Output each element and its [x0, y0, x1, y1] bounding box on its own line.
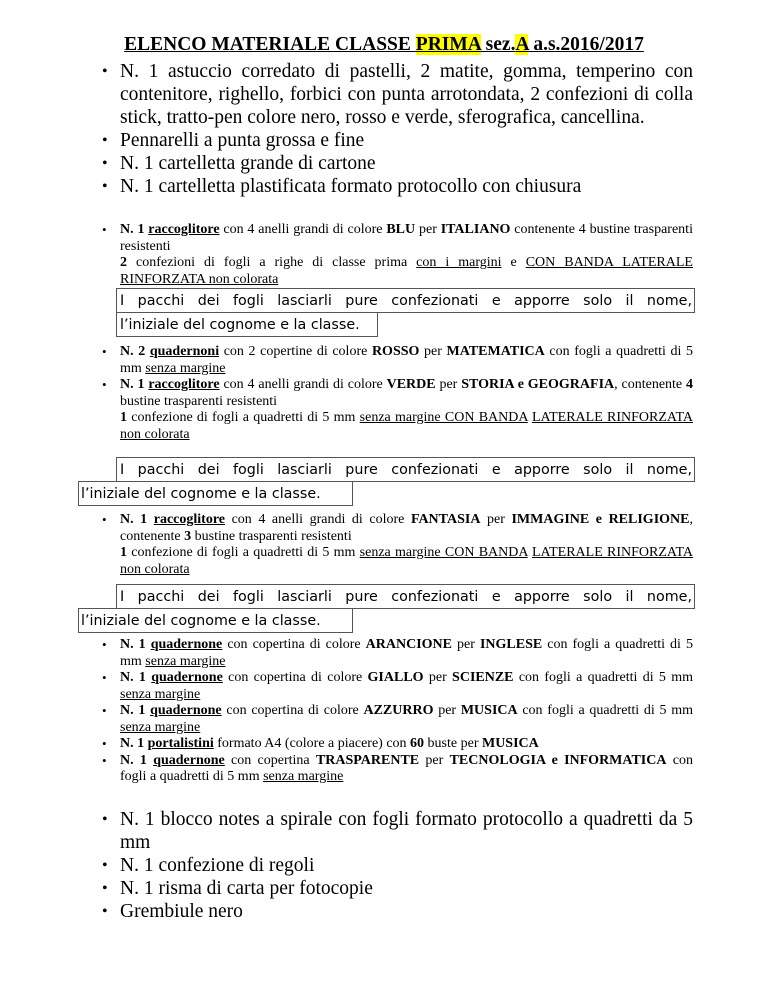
list-item-portalistini: • N. 1 portalistini formato A4 (colore a piacere) con 60 buste per MUSICA	[0, 736, 768, 753]
list-item-quadernone-scienze: • N. 1 quadernone con copertina di colore GIALLO per SCIENZE con fogli a quadretti di 5 mm senza margine	[0, 670, 768, 703]
title-school-year: a.s.2016/2017	[528, 34, 644, 55]
list-item-raccoglitore-verde: • N. 1 raccoglitore con 4 anelli grandi di colore VERDE per STORIA e GEOGRAFIA, contenente 4 bustine trasparenti resistenti 1 confezione di fogli a quadretti di 5 mm senza margine CON BANDA LATERALE RINFORZATA non colorata	[0, 377, 768, 443]
note-line: l’iniziale del cognome e la classe.	[81, 486, 321, 502]
italiano-list	[0, 222, 768, 288]
list-item: • N. 1 blocco notes a spirale con fogli formato protocollo a quadretti da 5 mm	[0, 808, 768, 854]
list-item: • N. 1 risma di carta per fotocopie	[0, 877, 768, 900]
list-item: • N. 1 cartelletta grande di cartone	[0, 152, 768, 175]
list-item-raccoglitore-fantasia: • N. 1 raccoglitore con 4 anelli grandi di colore FANTASIA per IMMAGINE e RELIGIONE, contenente 3 bustine trasparenti resistenti 1 confezione di fogli a quadretti di 5 mm senza margine CON BANDA LATERALE RINFORZATA non colorata	[0, 512, 768, 578]
note-line: I pacchi dei fogli lasciarli pure confezionati e apporre solo il nome,	[120, 589, 692, 605]
note-line: l’iniziale del cognome e la classe.	[81, 613, 321, 629]
immagine-religione-list	[0, 512, 768, 578]
list-item: • N. 1 confezione di regoli	[0, 854, 768, 877]
list-item-quadernone-musica: • N. 1 quadernone con copertina di colore AZZURRO per MUSICA con fogli a quadretti di 5 mm senza margine	[0, 703, 768, 736]
list-item-quadernoni-rossi: • N. 2 quadernoni con 2 copertine di colore ROSSO per MATEMATICA con fogli a quadretti di 5 mm senza margine	[0, 344, 768, 377]
title-highlight-prima: PRIMA	[415, 34, 481, 55]
matematica-storia-list	[0, 344, 768, 443]
list-item: • Grembiule nero	[0, 900, 768, 923]
title-text: ELENCO MATERIALE CLASSE	[124, 34, 416, 55]
list-item-raccoglitore-blu: • N. 1 raccoglitore con 4 anelli grandi di colore BLU per ITALIANO contenente 4 bustine trasparenti resistenti 2 confezioni di fogli a righe di classe prima con i margini e CON BANDA LATERALE RINFORZATA non colorata	[0, 222, 768, 288]
note-line: I pacchi dei fogli lasciarli pure confezionati e apporre solo il nome,	[120, 293, 692, 309]
page-title	[0, 34, 768, 56]
title-highlight-section: A	[515, 34, 529, 55]
list-item-quadernone-inglese: • N. 1 quadernone con copertina di colore ARANCIONE per INGLESE con fogli a quadretti di 5 mm senza margine	[0, 637, 768, 670]
other-materials-list	[0, 808, 768, 923]
general-materials-list	[0, 60, 768, 198]
note-line: I pacchi dei fogli lasciarli pure confezionati e apporre solo il nome,	[120, 462, 692, 478]
quadernoni-list	[0, 637, 768, 786]
note-line: l’iniziale del cognome e la classe.	[120, 317, 360, 333]
list-item: • Pennarelli a punta grossa e fine	[0, 129, 768, 152]
list-item: • N. 1 cartelletta plastificata formato protocollo con chiusura	[0, 175, 768, 198]
list-item-quadernone-tecnologia: • N. 1 quadernone con copertina TRASPARENTE per TECNOLOGIA e INFORMATICA con fogli a quadretti di 5 mm senza margine	[0, 753, 768, 786]
list-item: • N. 1 astuccio corredato di pastelli, 2 matite, gomma, temperino con contenitore, righello, forbici con punta arrotondata, 2 confezioni di colla stick, tratto-pen colore nero, rosso e verde, sferografica, cancellina.	[0, 60, 768, 129]
title-text: sez.	[480, 34, 516, 55]
